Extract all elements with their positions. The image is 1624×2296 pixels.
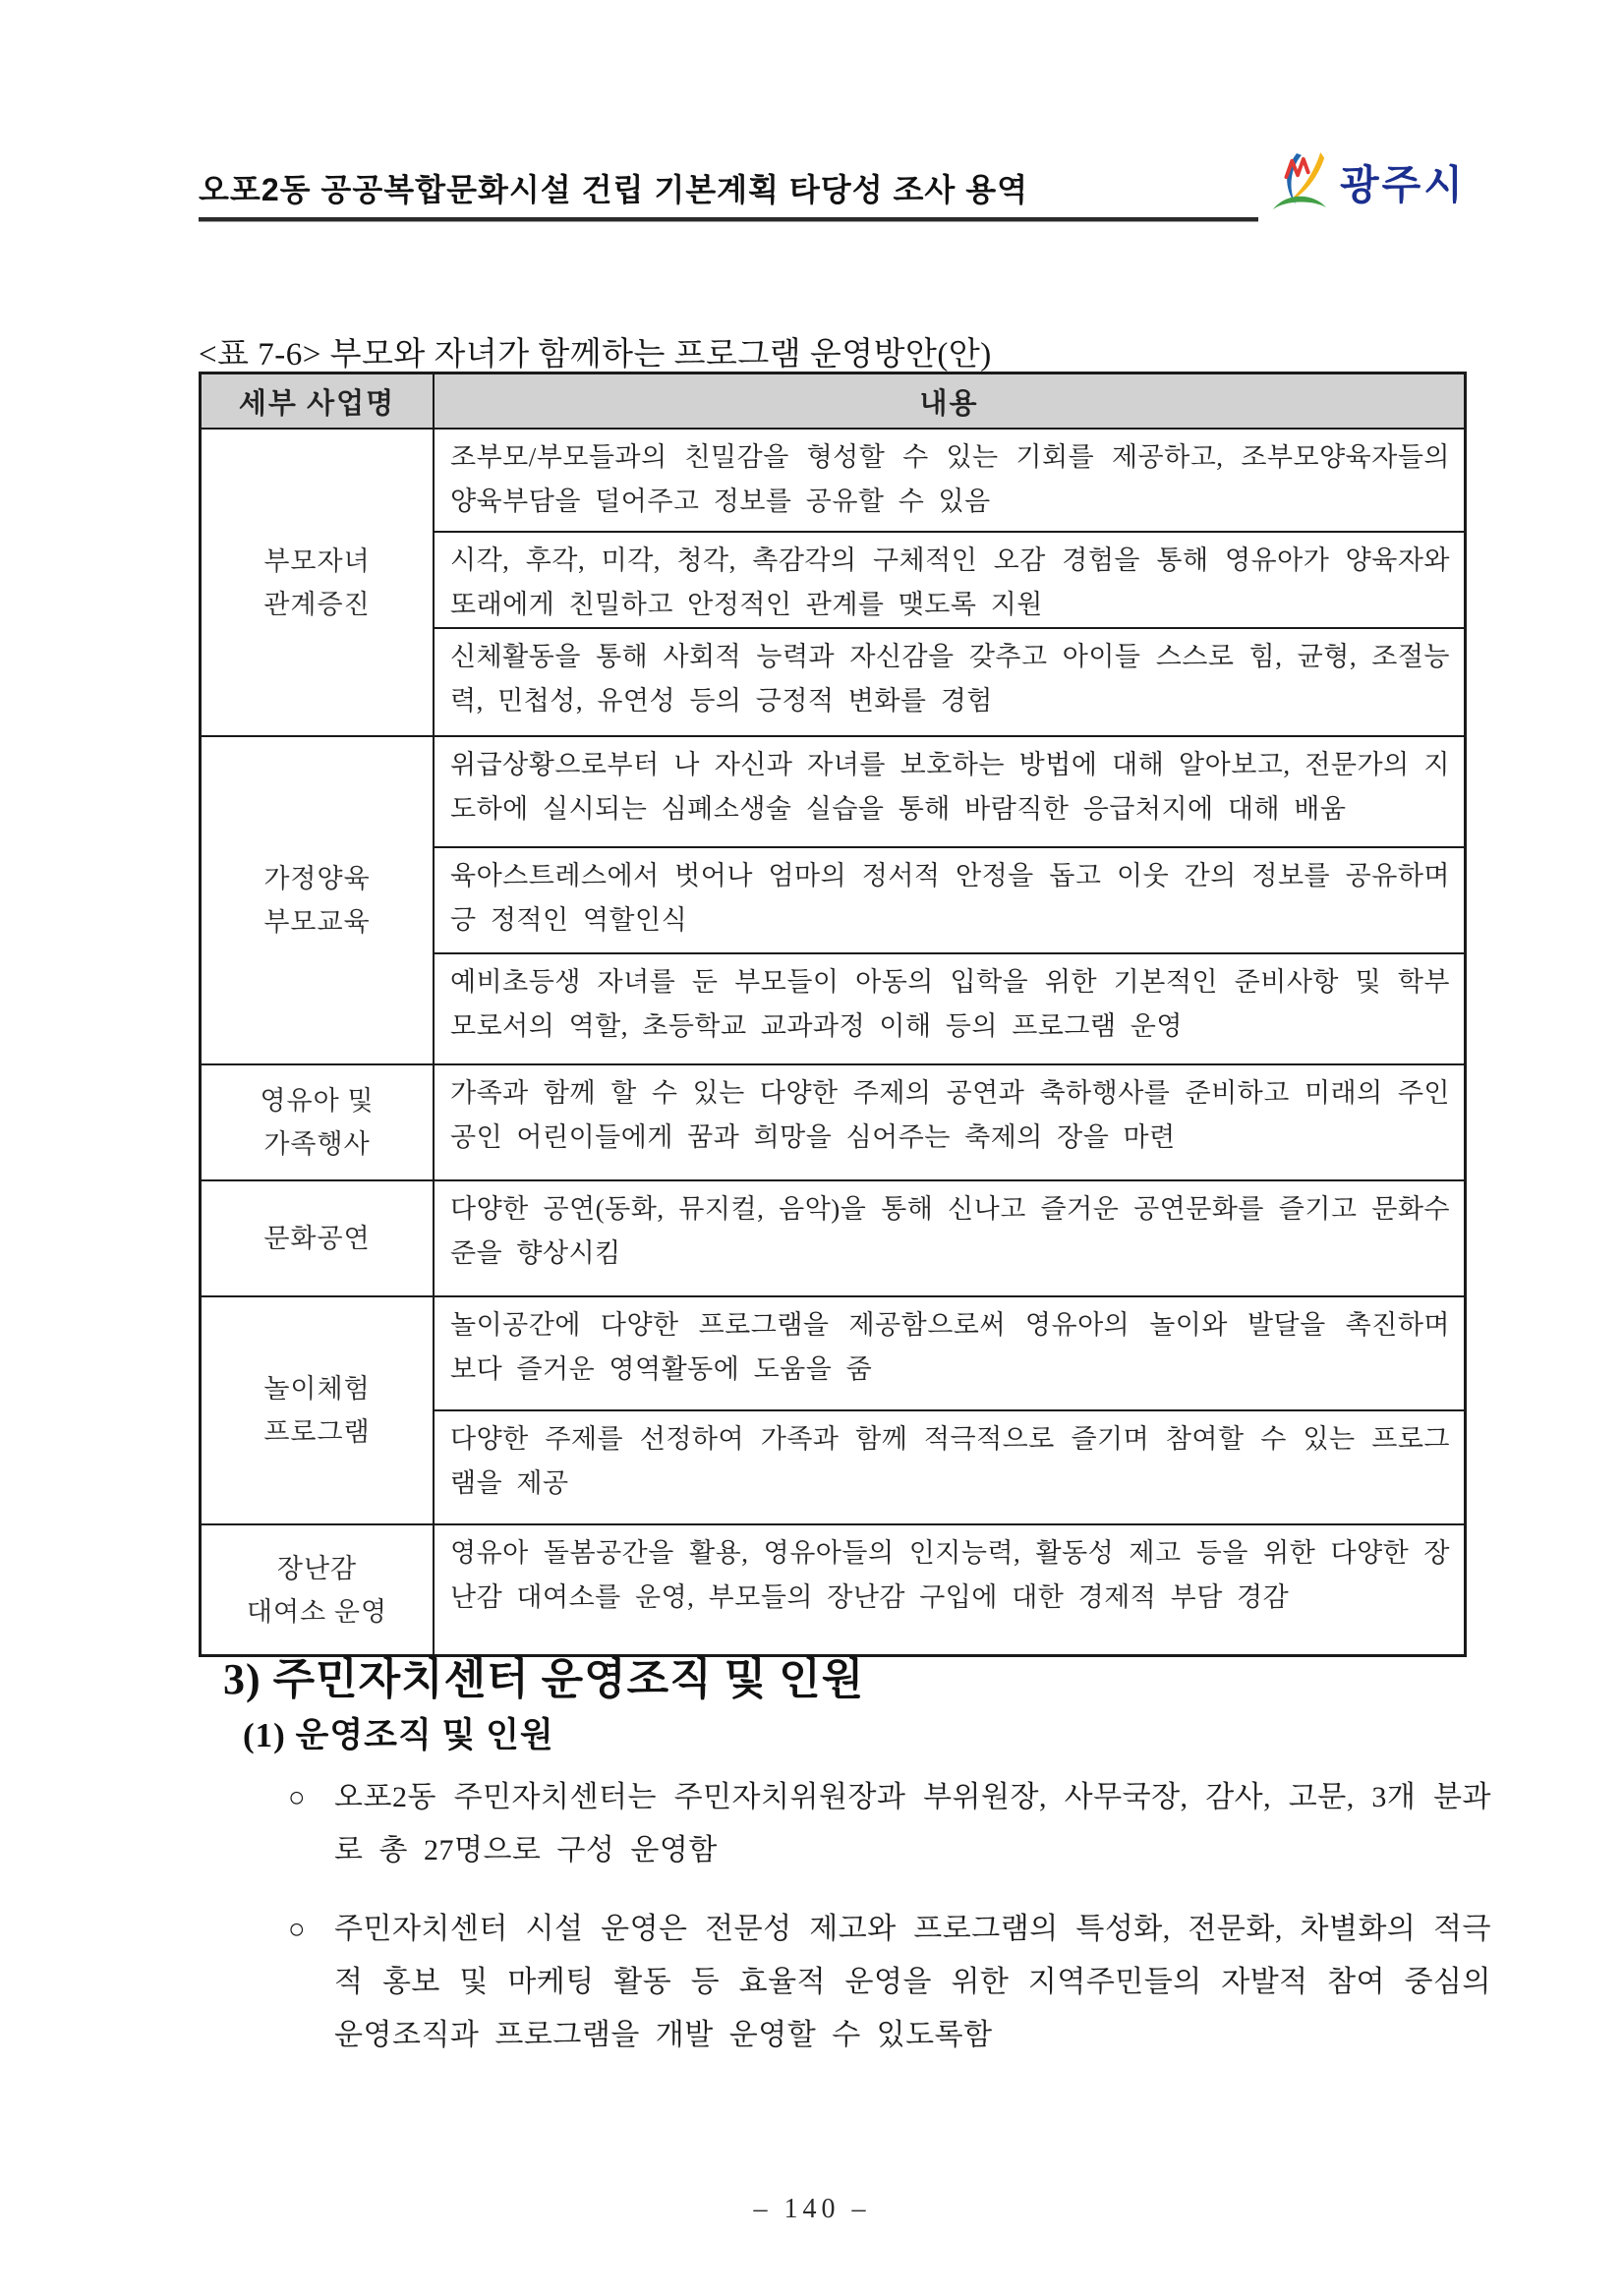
table-row — [201, 736, 1466, 847]
label-line: 영유아 및 — [260, 1086, 375, 1116]
table-cell-label — [201, 1524, 435, 1656]
bullet-item — [288, 1771, 1491, 1877]
section-subheading: (1) 운영조직 및 인원 — [243, 1716, 554, 1754]
page-number: – 140 – — [753, 2194, 871, 2224]
gwangju-city-logo — [1271, 145, 1466, 216]
header-divider — [199, 217, 1258, 222]
table-row — [201, 1064, 1466, 1180]
label-line: 부모자녀 — [263, 545, 371, 576]
bullet-item — [288, 1903, 1491, 2062]
table-cell-content: 시각, 후각, 미각, 청각, 촉감각의 구체적인 오감 경험을 통해 영유아가 양육자와 또래에게 친밀하고 안정적인 관계를 맺도록 지원 — [434, 532, 1466, 628]
table-row — [201, 1296, 1466, 1410]
label-line: 문화공연 — [263, 1224, 371, 1253]
bullet-text: 주민자치센터 시설 운영은 전문성 제고와 프로그램의 특성화, 전문화, 차별화의 적극적 홍보 및 마케팅 활동 등 효율적 운영을 위한 지역주민들의 자발적 참여 중심의 운영조직과 프로그램을 개발 운영할 수 있도록함 — [334, 1913, 1491, 2051]
table-cell-content: 다양한 공연(동화, 뮤지컬, 음악)을 통해 신나고 즐거운 공연문화를 즐기고 문화수준을 향상시킴 — [434, 1180, 1466, 1296]
logo-text: 광주시 — [1340, 161, 1466, 207]
label-line: 관계증진 — [263, 589, 371, 619]
table-header-row — [201, 373, 1466, 430]
document-header-title: 오포2동 공공복합문화시설 건립 기본계획 타당성 조사 용역 — [199, 172, 1029, 207]
label-line: 프로그램 — [263, 1417, 371, 1447]
table-cell-label — [201, 1064, 435, 1180]
label-line: 장난감 — [276, 1553, 358, 1583]
table-row — [201, 1180, 1466, 1296]
circle-bullet-icon: ○ — [288, 1914, 306, 1945]
label-line: 놀이체험 — [263, 1374, 371, 1404]
table-cell-content: 육아스트레스에서 벗어나 엄마의 정서적 안정을 돕고 이웃 간의 정보를 공유하며 긍 정적인 역할인식 — [434, 847, 1466, 953]
table-cell-content: 놀이공간에 다양한 프로그램을 제공함으로써 영유아의 놀이와 발달을 촉진하며 보다 즐거운 영역활동에 도움을 줌 — [434, 1296, 1466, 1410]
table-cell-content: 위급상황으로부터 나 자신과 자녀를 보호하는 방법에 대해 알아보고, 전문가의 지도하에 실시되는 심폐소생술 실습을 통해 바람직한 응급처지에 대해 배움 — [434, 736, 1466, 847]
bullet-text: 오포2동 주민자치센터는 주민자치위원장과 부위원장, 사무국장, 감사, 고문, 3개 분과로 총 27명으로 구성 운영함 — [334, 1781, 1491, 1866]
table-cell-label — [201, 1296, 435, 1524]
gwangju-city-logo-icon — [1271, 149, 1328, 212]
program-operation-table — [199, 372, 1467, 1657]
table-cell-label — [201, 1180, 435, 1296]
table-cell-content: 예비초등생 자녀를 둔 부모들이 아동의 입학을 위한 기본적인 준비사항 및 학부모로서의 역할, 초등학교 교과과정 이해 등의 프로그램 운영 — [434, 953, 1466, 1064]
table-caption: <표 7-6> 부모와 자녀가 함께하는 프로그램 운영방안(안) — [199, 337, 992, 373]
label-line: 가족행사 — [263, 1129, 371, 1159]
label-line: 부모교육 — [263, 907, 371, 937]
table-cell-content: 조부모/부모들과의 친밀감을 형성할 수 있는 기회를 제공하고, 조부모양육자들의 양육부담을 덜어주고 정보를 공유할 수 있음 — [434, 429, 1466, 532]
table-row — [201, 429, 1466, 532]
table-cell-content: 신체활동을 통해 사회적 능력과 자신감을 갖추고 아이들 스스로 힘, 균형, 조절능력, 민첩성, 유연성 등의 긍정적 변화를 경험 — [434, 628, 1466, 736]
table-cell-label — [201, 736, 435, 1064]
table-cell-content: 가족과 함께 할 수 있는 다양한 주제의 공연과 축하행사를 준비하고 미래의 주인공인 어린이들에게 꿈과 희망을 심어주는 축제의 장을 마련 — [434, 1064, 1466, 1180]
column-header-project: 세부 사업명 — [201, 373, 435, 430]
table-cell-label — [201, 429, 435, 736]
label-line: 가정양육 — [263, 864, 371, 893]
column-header-content: 내용 — [434, 373, 1466, 430]
table-cell-content: 다양한 주제를 선정하여 가족과 함께 적극적으로 즐기며 참여할 수 있는 프로그램을 제공 — [434, 1410, 1466, 1524]
table-row — [201, 1524, 1466, 1656]
circle-bullet-icon: ○ — [288, 1782, 306, 1813]
section-heading: 3) 주민자치센터 운영조직 및 인원 — [223, 1655, 865, 1703]
table-cell-content: 영유아 돌봄공간을 활용, 영유아들의 인지능력, 활동성 제고 등을 위한 다양한 장난감 대여소를 운영, 부모들의 장난감 구입에 대한 경제적 부담 경감 — [434, 1524, 1466, 1656]
label-line: 대여소 운영 — [246, 1596, 388, 1627]
